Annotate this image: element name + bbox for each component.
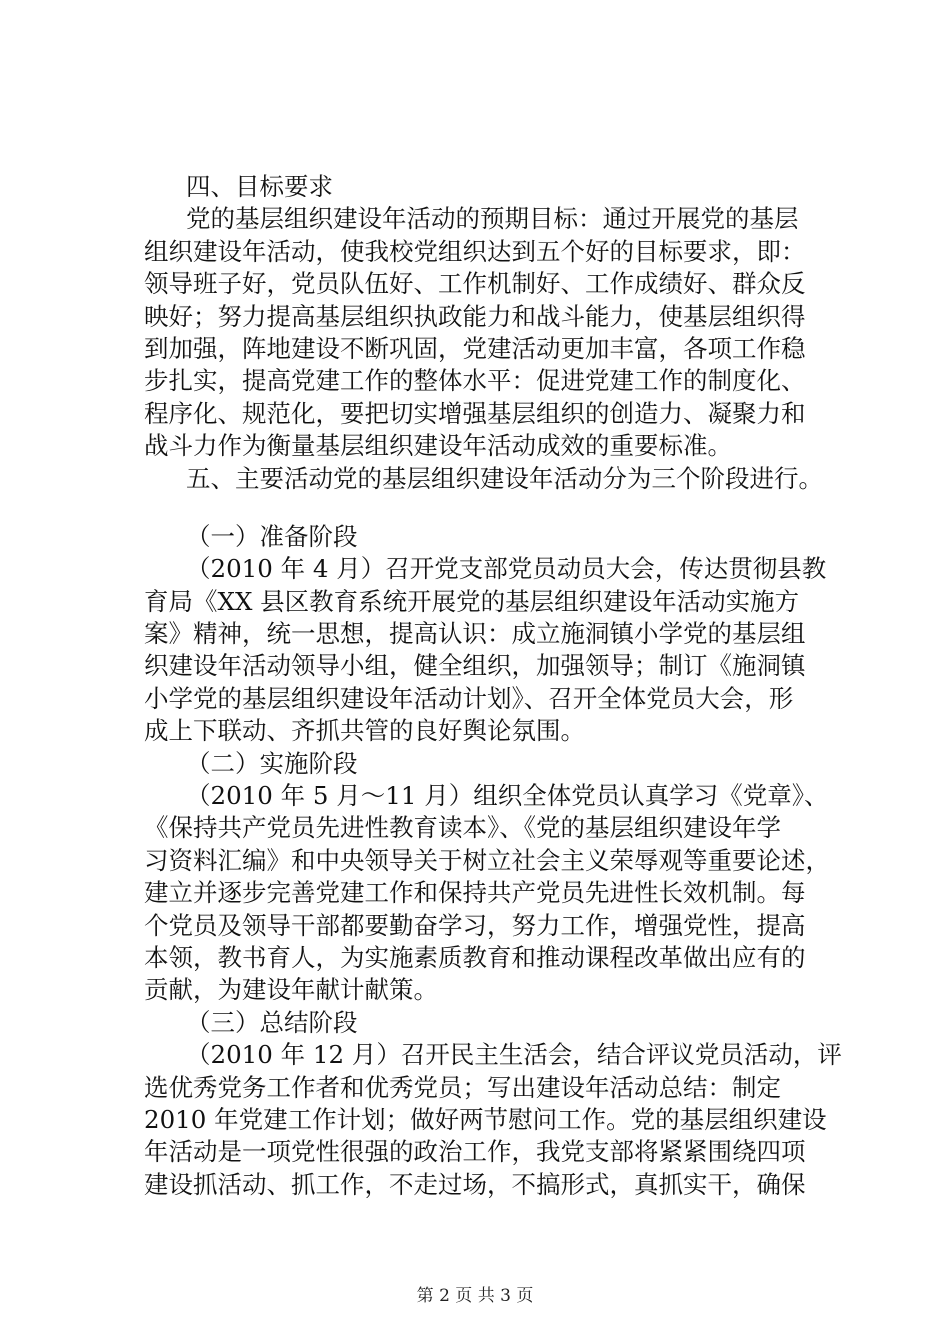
text-line: 选优秀党务工作者和优秀党员；写出建设年活动总结：制定 <box>144 1072 781 1102</box>
document-body <box>144 171 844 1201</box>
text-line: 贡献，为建设年献计献策。 <box>144 975 438 1005</box>
subsection-heading: （一）准备阶段 <box>186 521 358 551</box>
page-number-label: 第 2 页 共 3 页 <box>416 1286 534 1306</box>
text-line: 建立并逐步完善党建工作和保持共产党员先进性长效机制。每 <box>144 878 806 908</box>
text-line: 步扎实，提高党建工作的整体水平：促进党建工作的制度化、 <box>144 366 806 396</box>
page-footer <box>0 1281 950 1306</box>
subsection-heading: （三）总结阶段 <box>186 1007 358 1037</box>
text-line: 映好；努力提高基层组织执政能力和战斗能力，使基层组织得 <box>144 301 806 331</box>
text-line: 本领，教书育人，为实施素质教育和推动课程改革做出应有的 <box>144 942 806 972</box>
text-line: 到加强，阵地建设不断巩固，党建活动更加丰富，各项工作稳 <box>144 333 806 363</box>
text-line: 党的基层组织建设年活动的预期目标：通过开展党的基层 <box>186 204 799 234</box>
text-line: 程序化、规范化，要把切实增强基层组织的创造力、凝聚力和 <box>144 398 806 428</box>
text-line: 织建设年活动领导小组，健全组织，加强领导；制订《施洞镇 <box>144 651 806 681</box>
text-line: 《保持共产党员先进性教育读本》、《党的基层组织建设年学 <box>144 813 781 843</box>
text-line: （2010 年 5 月～11 月）组织全体党员认真学习《党章》、 <box>186 781 829 811</box>
text-line: 战斗力作为衡量基层组织建设年活动成效的重要标准。 <box>144 431 732 461</box>
text-line: 领导班子好，党员队伍好、工作机制好、工作成绩好、群众反 <box>144 269 806 299</box>
text-line: （2010 年 12 月）召开民主生活会，结合评议党员活动，评 <box>186 1040 842 1070</box>
text-line: 小学党的基层组织建设年活动计划》、召开全体党员大会，形 <box>144 683 794 713</box>
text-line: 建设抓活动、抓工作，不走过场，不搞形式，真抓实干，确保 <box>144 1169 806 1199</box>
subsection-heading: （二）实施阶段 <box>186 748 358 778</box>
text-line: 年活动是一项党性很强的政治工作，我党支部将紧紧围绕四项 <box>144 1137 806 1167</box>
section-heading: 五、主要活动党的基层组织建设年活动分为三个阶段进行。 <box>186 463 823 493</box>
text-line: 组织建设年活动，使我校党组织达到五个好的目标要求，即： <box>144 236 806 266</box>
section-heading: 四、目标要求 <box>186 172 333 201</box>
paragraph-spacer <box>144 495 844 521</box>
text-line: 育局《XX 县区教育系统开展党的基层组织建设年活动实施方 <box>144 586 800 616</box>
text-line: 成上下联动、齐抓共管的良好舆论氛围。 <box>144 716 585 746</box>
text-line: 个党员及领导干部都要勤奋学习，努力工作，增强党性，提高 <box>144 910 806 940</box>
text-line: 案》精神，统一思想，提高认识：成立施洞镇小学党的基层组 <box>144 619 806 649</box>
text-line: （2010 年 4 月）召开党支部党员动员大会，传达贯彻县教 <box>186 554 827 584</box>
text-line: 2010 年党建工作计划；做好两节慰问工作。党的基层组织建设 <box>144 1104 827 1134</box>
text-line: 习资料汇编》和中央领导关于树立社会主义荣辱观等重要论述， <box>144 845 830 875</box>
